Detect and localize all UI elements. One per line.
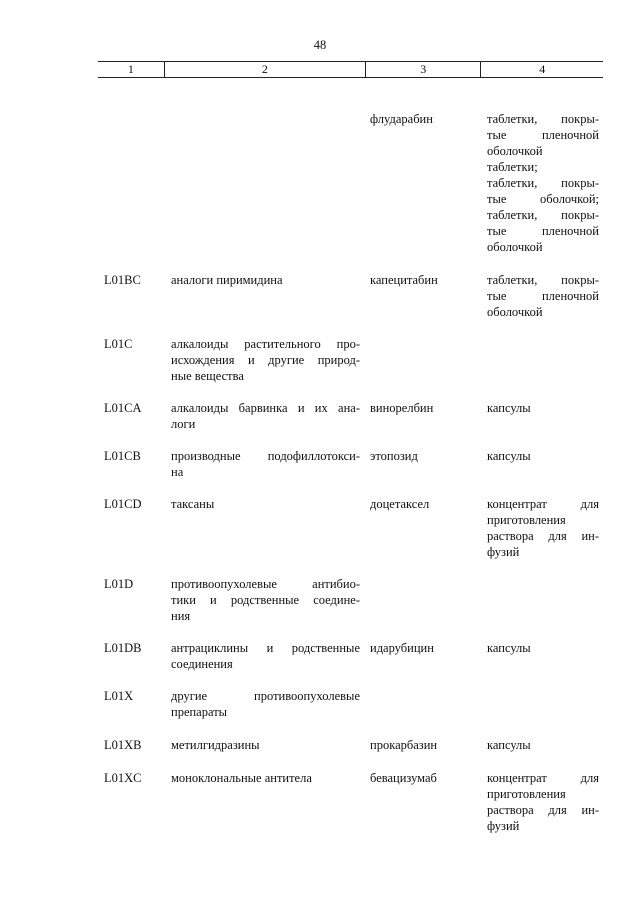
atc-code: L01C bbox=[104, 337, 133, 351]
dosage-form bbox=[487, 737, 599, 753]
group-name bbox=[171, 737, 360, 753]
dosage-form-line: раствора для ин- bbox=[487, 803, 599, 817]
dosage-form-line: тые пленочной bbox=[487, 289, 599, 303]
group-name-line: ния bbox=[171, 609, 191, 623]
group-name-line: на bbox=[171, 465, 184, 479]
dosage-form-line: оболочкой bbox=[487, 144, 543, 158]
drug-name: доцетаксел bbox=[370, 497, 430, 511]
dosage-form-line: концентрат для bbox=[487, 771, 599, 785]
dosage-form-line: тые оболочкой; bbox=[487, 192, 599, 206]
group-name-line: исхождения и другие природ- bbox=[171, 353, 360, 367]
drug-name: идарубицин bbox=[370, 641, 434, 655]
dosage-form-line: капсулы bbox=[487, 449, 531, 463]
dosage-form-line: капсулы bbox=[487, 641, 531, 655]
dosage-form-line: таблетки, покры- bbox=[487, 273, 599, 287]
group-name bbox=[171, 576, 360, 624]
drug-name: флударабин bbox=[370, 112, 433, 126]
dosage-form bbox=[487, 640, 599, 656]
drug-name: бевацизумаб bbox=[370, 771, 437, 785]
drug-name: капецитабин bbox=[370, 273, 438, 287]
dosage-form-line: таблетки; bbox=[487, 160, 538, 174]
atc-code: L01CB bbox=[104, 449, 141, 463]
dosage-form-line: тые пленочной bbox=[487, 224, 599, 238]
page-number: 48 bbox=[313, 38, 327, 52]
group-name-line: алкалоиды растительного про- bbox=[171, 337, 360, 351]
group-name-line: соединения bbox=[171, 657, 233, 671]
group-name bbox=[171, 336, 360, 384]
group-name-line: другие противоопухолевые bbox=[171, 689, 360, 703]
dosage-form-line: фузий bbox=[487, 819, 520, 833]
header-col-3: 3 bbox=[365, 62, 481, 77]
dosage-form-line: раствора для ин- bbox=[487, 529, 599, 543]
group-name bbox=[171, 400, 360, 432]
dosage-form bbox=[487, 448, 599, 464]
table-header bbox=[98, 61, 603, 78]
dosage-form-line: таблетки, покры- bbox=[487, 176, 599, 190]
atc-code: L01XB bbox=[104, 738, 142, 752]
dosage-form-line: таблетки, покры- bbox=[487, 208, 599, 222]
dosage-form-line: оболочкой bbox=[487, 240, 543, 254]
atc-code: L01X bbox=[104, 689, 134, 703]
dosage-form-line: приготовления bbox=[487, 787, 566, 801]
group-name bbox=[171, 496, 360, 512]
group-name-line: тики и родственные соедине- bbox=[171, 593, 360, 607]
group-name bbox=[171, 448, 360, 480]
atc-code: L01BC bbox=[104, 273, 141, 287]
dosage-form bbox=[487, 272, 599, 320]
atc-code: L01CD bbox=[104, 497, 142, 511]
header-col-2: 2 bbox=[164, 62, 365, 77]
group-name bbox=[171, 272, 360, 288]
dosage-form bbox=[487, 111, 599, 255]
dosage-form bbox=[487, 770, 599, 834]
group-name-line: препараты bbox=[171, 705, 228, 719]
drug-name: прокарбазин bbox=[370, 738, 438, 752]
dosage-form-line: фузий bbox=[487, 545, 520, 559]
dosage-form-line: оболочкой bbox=[487, 305, 543, 319]
dosage-form-line: концентрат для bbox=[487, 497, 599, 511]
header-col-1: 1 bbox=[127, 62, 134, 76]
atc-code: L01CA bbox=[104, 401, 142, 415]
group-name-line: логи bbox=[171, 417, 196, 431]
atc-code: L01XC bbox=[104, 771, 142, 785]
group-name-line: противоопухолевые антибио- bbox=[171, 577, 360, 591]
group-name-line: алкалоиды барвинка и их ана- bbox=[171, 401, 360, 415]
group-name-line: антрациклины и родственные bbox=[171, 641, 360, 655]
group-name bbox=[171, 640, 360, 672]
drug-name: винорелбин bbox=[370, 401, 434, 415]
group-name-line: аналоги пиримидина bbox=[171, 273, 283, 287]
dosage-form bbox=[487, 400, 599, 416]
group-name-line: моноклональные антитела bbox=[171, 771, 312, 785]
group-name bbox=[171, 688, 360, 720]
atc-code: L01D bbox=[104, 577, 134, 591]
dosage-form-line: таблетки, покры- bbox=[487, 112, 599, 126]
group-name bbox=[171, 770, 360, 786]
header-col-4: 4 bbox=[480, 62, 603, 77]
dosage-form-line: тые пленочной bbox=[487, 128, 599, 142]
group-name-line: производные подофиллотокси- bbox=[171, 449, 360, 463]
group-name-line: метилгидразины bbox=[171, 738, 260, 752]
dosage-form-line: приготовления bbox=[487, 513, 566, 527]
dosage-form-line: капсулы bbox=[487, 738, 531, 752]
dosage-form-line: капсулы bbox=[487, 401, 531, 415]
group-name-line: ные вещества bbox=[171, 369, 244, 383]
drug-name: этопозид bbox=[370, 449, 418, 463]
dosage-form bbox=[487, 496, 599, 560]
group-name-line: таксаны bbox=[171, 497, 215, 511]
atc-code: L01DB bbox=[104, 641, 142, 655]
